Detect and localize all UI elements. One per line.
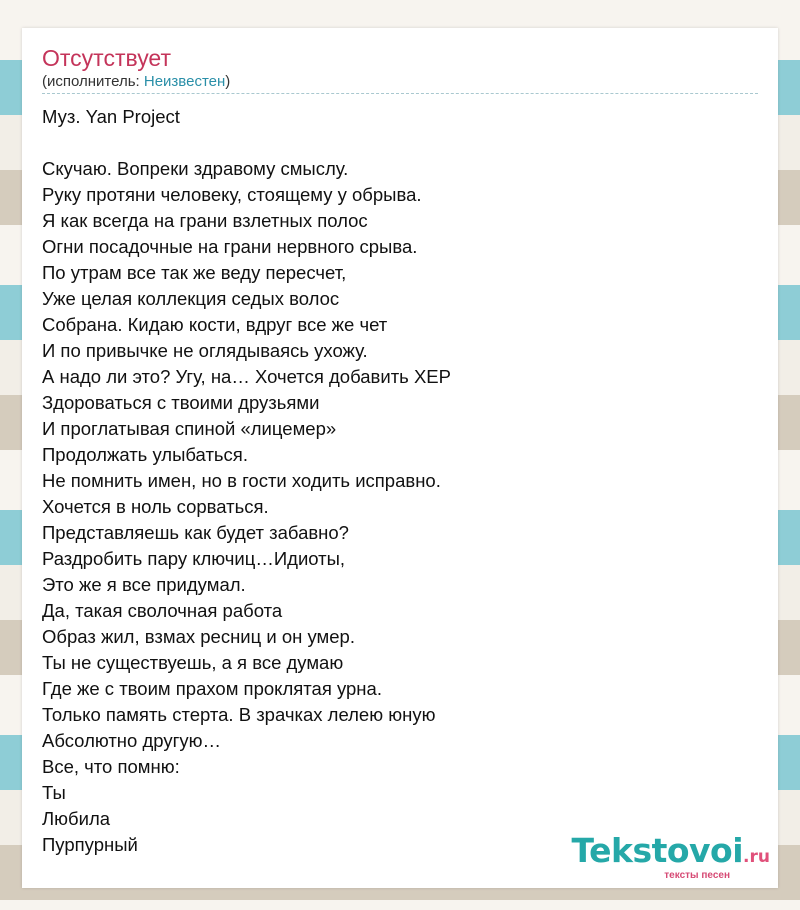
site-logo[interactable] [571, 831, 771, 882]
lyric-line: Продолжать улыбаться. [42, 444, 248, 465]
lyrics-intro: Муз. Yan Project [42, 106, 180, 127]
lyric-line: Образ жил, взмах ресниц и он умер. [42, 626, 355, 647]
lyric-line: Уже целая коллекция седых волос [42, 288, 340, 309]
lyrics-gap [42, 130, 451, 156]
lyric-line: По утрам все так же веду пересчет, [42, 262, 347, 283]
artist-link[interactable]: Неизвестен [143, 73, 226, 90]
lyrics-card [22, 28, 778, 888]
lyric-line: Только память стерта. В зрачках лелею юную [42, 704, 436, 725]
logo-wordmark [571, 831, 771, 874]
lyric-line: Пурпурный [42, 834, 138, 855]
artist-suffix: ) [225, 73, 231, 90]
lyric-line: Ты [42, 782, 66, 803]
lyric-line: И проглатывая спиной «лицемер» [42, 418, 337, 439]
song-title: Отсутствует [42, 45, 171, 71]
lyric-line: Не помнить имен, но в гости ходить исправно. [42, 470, 441, 491]
logo-domain: .ru [743, 847, 770, 867]
lyric-line: Руку протяни человеку, стоящему у обрыва. [42, 184, 422, 205]
lyric-line: А надо ли это? Угу, на… Хочется добавить ХЕР [42, 366, 451, 387]
lyric-line: Любила [42, 808, 111, 829]
lyric-line: Раздробить пару ключиц…Идиоты, [42, 548, 346, 569]
lyric-line: Где же с твоим прахом проклятая урна. [42, 678, 382, 699]
lyric-line: Скучаю. Вопреки здравому смыслу. [42, 158, 349, 179]
lyric-lines [42, 156, 451, 858]
lyric-line: Ты не существуешь, а я все думаю [42, 652, 344, 673]
lyric-line: Все, что помню: [42, 756, 180, 777]
lyric-line: Представляешь как будет забавно? [42, 522, 349, 543]
logo-main-text: Tekstovoi [571, 831, 744, 870]
lyric-line: Собрана. Кидаю кости, вдруг все же чет [42, 314, 388, 335]
lyric-line: Здороваться с твоими друзьями [42, 392, 320, 413]
lyric-line: Огни посадочные на грани нервного срыва. [42, 236, 418, 257]
lyric-line: Я как всегда на грани взлетных полос [42, 210, 368, 231]
logo-tagline: тексты песен [664, 870, 730, 881]
lyric-line: Абсолютно другую… [42, 730, 221, 751]
lyrics-text [42, 104, 451, 858]
lyric-line: И по привычке не оглядываясь ухожу. [42, 340, 368, 361]
lyric-line: Это же я все придумал. [42, 574, 246, 595]
lyric-line: Хочется в ноль сорваться. [42, 496, 269, 517]
artist-line [42, 73, 230, 91]
artist-prefix: (исполнитель: [42, 73, 144, 90]
title-divider [42, 93, 758, 94]
lyric-line: Да, такая сволочная работа [42, 600, 283, 621]
